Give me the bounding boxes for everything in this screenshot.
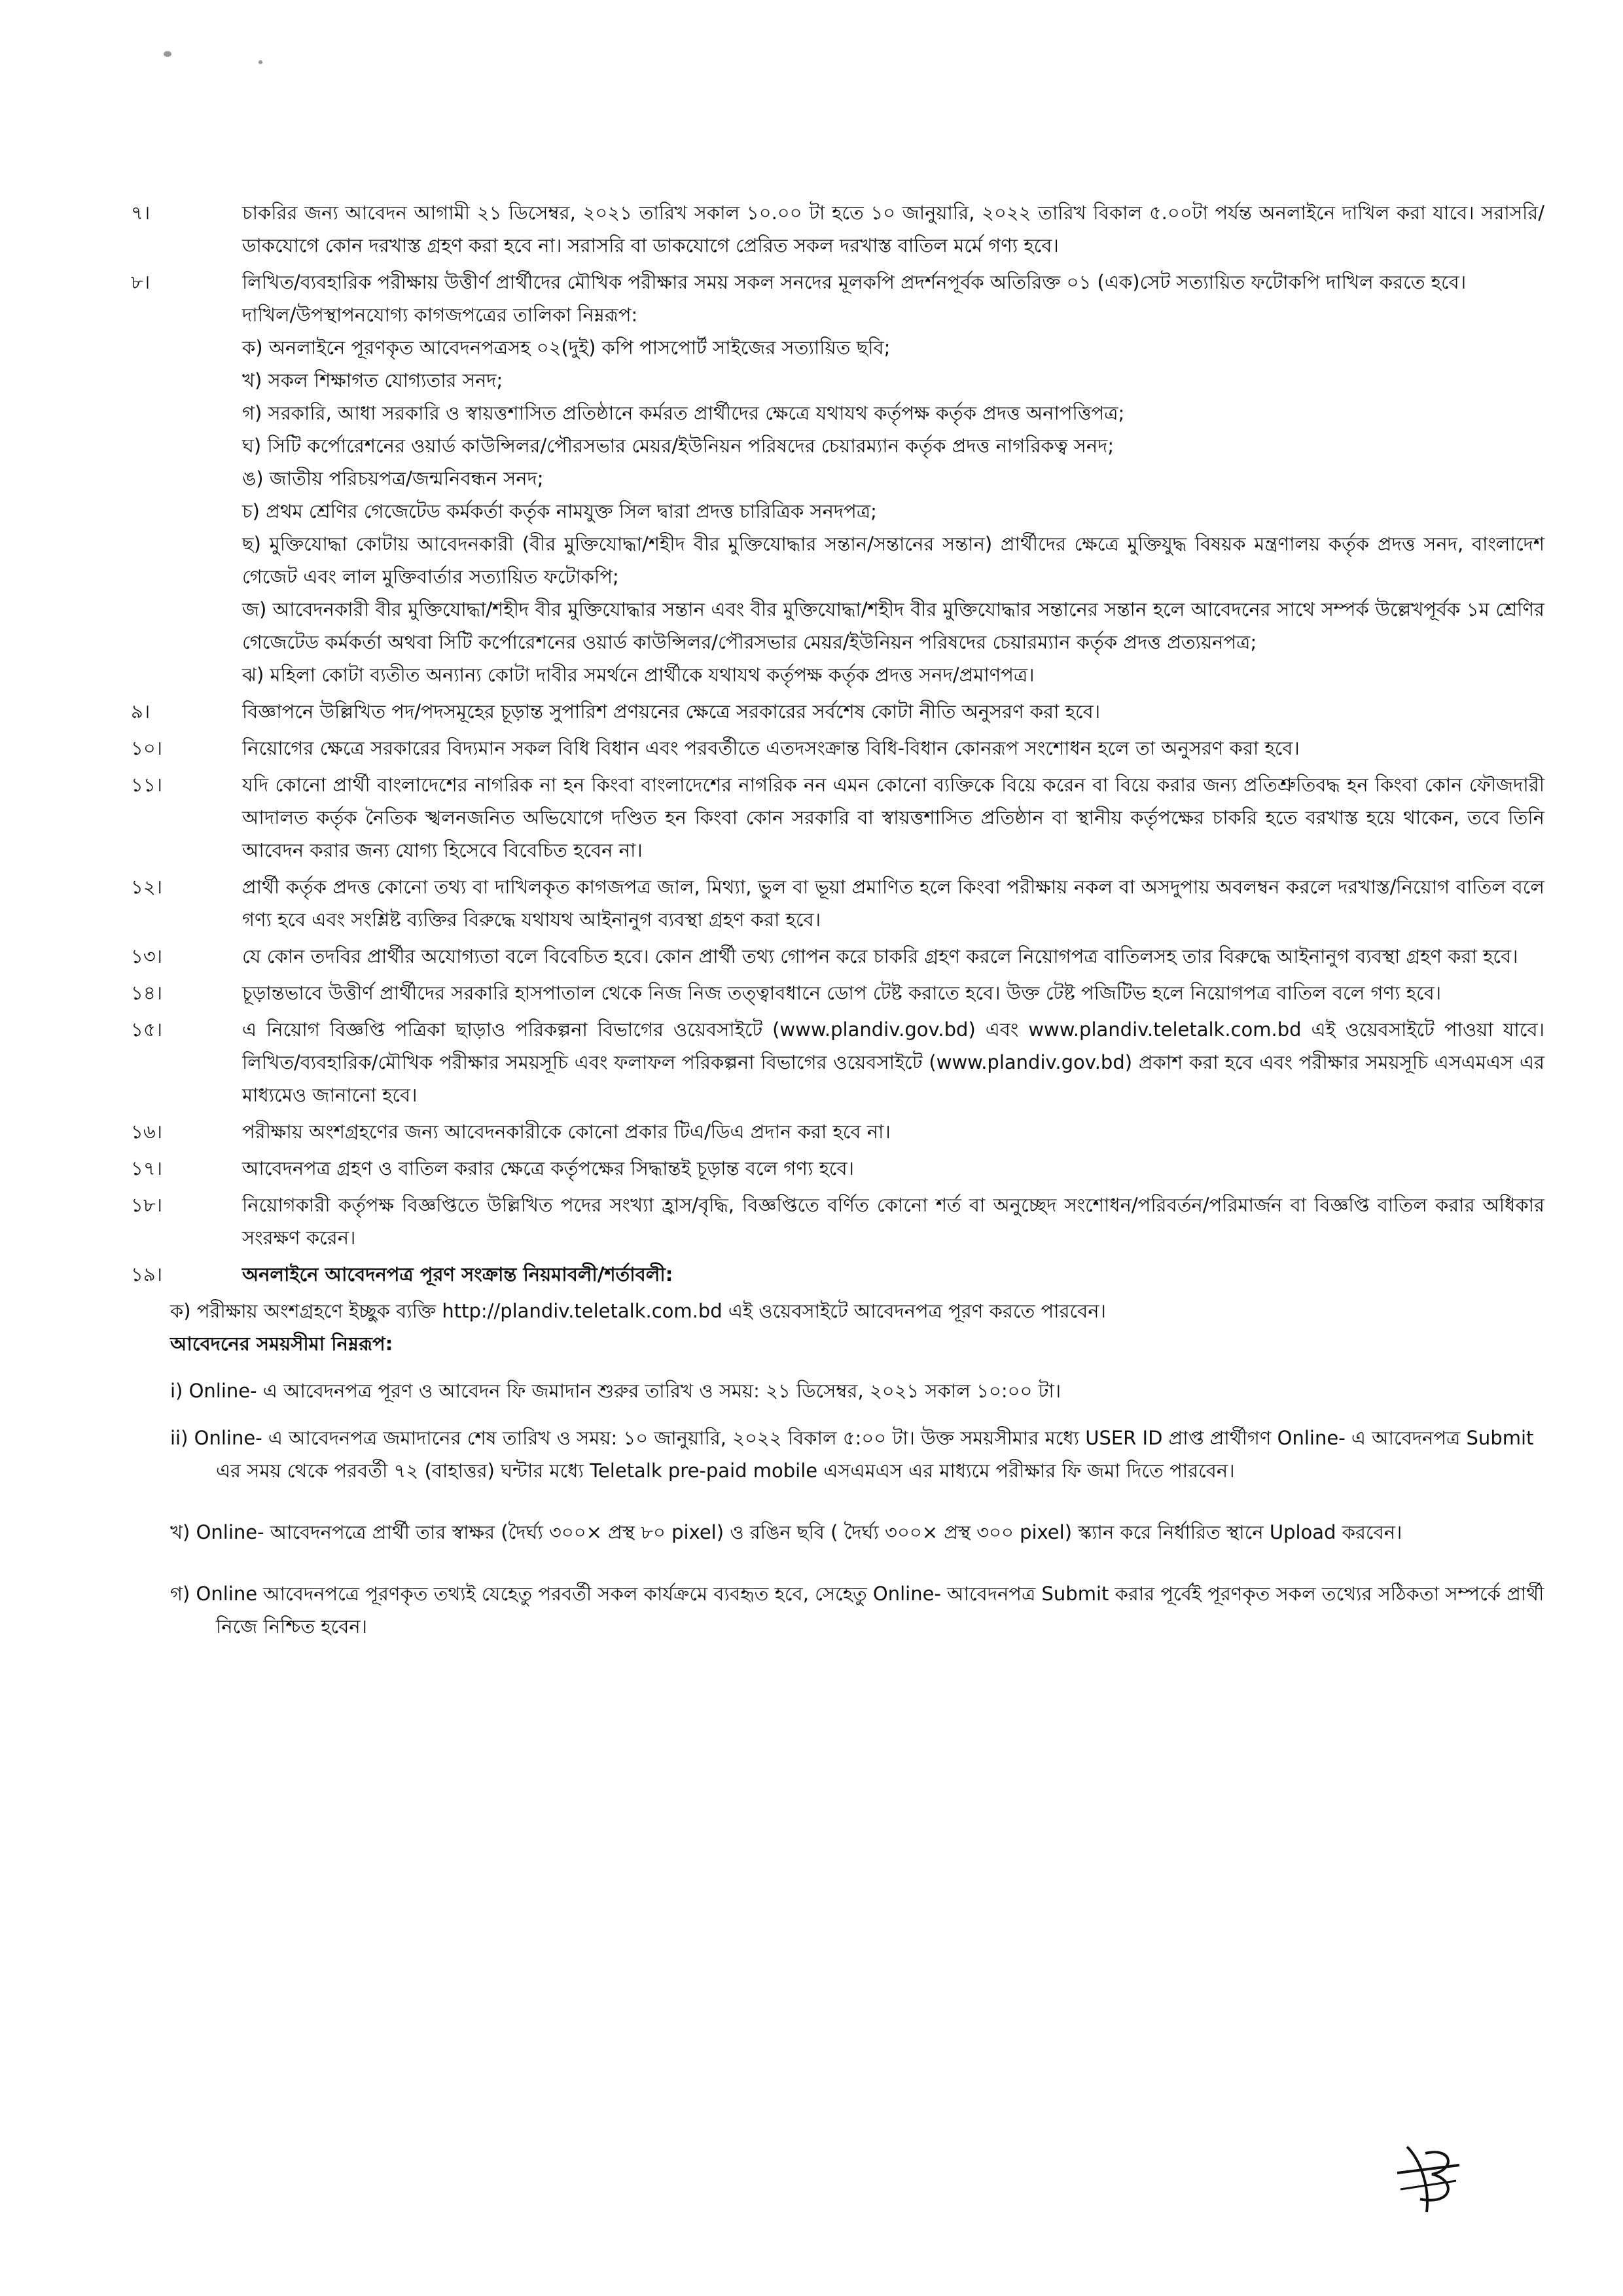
document-list-item: ক) অনলাইনে পূরণকৃত আবেদনপত্রসহ ০২(দুই) কপি পাসপোর্ট সাইজের সত্যায়িত ছবি; — [242, 336, 891, 359]
clause-text: আবেদনপত্র গ্রহণ ও বাতিল করার ক্ষেত্রে কর্তৃপক্ষের সিদ্ধান্তই চূড়ান্ত বলে গণ্য হবে। — [242, 1157, 854, 1179]
document-list-intro: দাখিল/উপস্থাপনযোগ্য কাগজপত্রের তালিকা নিম্নরূপ: — [242, 304, 638, 326]
document-list-item: ছ) মুক্তিযোদ্ধা কোটায় আবেদনকারী (বীর মুক্তিযোদ্ধা/শহীদ বীর মুক্তিযোদ্ধার সন্তান/সন্তানের সন্তান) প্রার্থীদের ক্ষেত্রে মুক্তিযুদ্ধ বিষয়ক মন্ত্রণালয় কর্তৃক প্রদত্ত সনদ, বাংলাদেশ গেজেট এবং লাল মুক্তিবার্তার সত্যায়িত ফটোকপি; — [242, 533, 1544, 588]
signature-mark — [1394, 2134, 1466, 2219]
clause-number: ১৫। — [131, 1018, 163, 1041]
document-list-item: ঝ) মহিলা কোটা ব্যতীত অন্যান্য কোটা দাবীর সমর্থনে প্রার্থীকে যথাযথ কর্তৃপক্ষ কর্তৃক প্রদত্ত সনদ/প্রমাণপত্র। — [242, 664, 1035, 686]
clause-number: ১৭। — [131, 1157, 163, 1179]
document-list-item: গ) সরকারি, আধা সরকারি ও স্বায়ত্তশাসিত প্রতিষ্ঠানে কর্মরত প্রার্থীদের ক্ষেত্রে যথাযথ কর্তৃপক্ষ কর্তৃক প্রদত্ত অনাপত্তিপত্র; — [242, 402, 1125, 424]
clause-text: চূড়ান্তভাবে উত্তীর্ণ প্রার্থীদের সরকারি হাসপাতাল থেকে নিজ নিজ তত্ত্বাবধানে ডোপ টেষ্ট করাতে হবে। উক্ত টেষ্ট পজিটিভ হলে নিয়োগপত্র বাতিল বলে গণ্য হবে। — [242, 982, 1442, 1004]
clause-9 — [124, 695, 1544, 728]
clause-number: ১৮। — [131, 1194, 163, 1216]
clause-11 — [124, 768, 1544, 867]
online-rule-kha: খ) Online- আবেদনপত্রে প্রার্থী তার স্বাক্ষর (দৈর্ঘ্য ৩০০× প্রস্থ ৮০ pixel) ও রঙিন ছবি ( দৈর্ঘ্য ৩০০× প্রস্থ ৩০০ pixel) স্ক্যান করে নির্ধারিত স্থানে Upload করবেন। — [170, 1521, 1402, 1543]
online-rule-ka: ক) পরীক্ষায় অংশগ্রহণে ইচ্ছুক ব্যক্তি http://plandiv.teletalk.com.bd এই ওয়েবসাইটে আবেদনপত্র পূরণ করতে পারবেন। — [170, 1300, 1106, 1322]
deadline-start: i) Online- এ আবেদনপত্র পূরণ ও আবেদন ফি জমাদান শুরুর তারিখ ও সময়: ২১ ডিসেম্বর, ২০২১ সকাল ১০:০০ টা। — [170, 1380, 1061, 1402]
clause-number: ৭। — [131, 202, 151, 224]
clause-text: চাকরির জন্য আবেদন আগামী ২১ ডিসেম্বর, ২০২১ তারিখ সকাল ১০.০০ টা হতে ১০ জানুয়ারি, ২০২২ তারিখ বিকাল ৫.০০টা পর্যন্ত অনলাইনে দাখিল করা যাবে। সরাসরি/ডাকযোগে কোন দরখাস্ত গ্রহণ করা হবে না। সরাসরি বা ডাকযোগে প্রেরিত সকল দরখাস্ত বাতিল মর্মে গণ্য হবে। — [242, 202, 1544, 257]
clause-13 — [124, 940, 1544, 973]
scan-speck — [259, 60, 262, 64]
clause-12 — [124, 870, 1544, 936]
document-list-item: চ) প্রথম শ্রেণির গেজেটেড কর্মকর্তা কর্তৃক নামযুক্ত সিল দ্বারা প্রদত্ত চারিত্রিক সনদপত্র; — [242, 500, 877, 522]
clause-7 — [124, 196, 1544, 262]
deadline-end: ii) Online- এ আবেদনপত্র জমাদানের শেষ তারিখ ও সময়: ১০ জানুয়ারি, ২০২২ বিকাল ৫:০০ টা। উক্ত সময়সীমার মধ্যে USER ID প্রাপ্ত প্রার্থীগণ Online- এ আবেদনপত্র Submit এর সময় থেকে পরবর্তী ৭২ (বাহাত্তর) ঘন্টার মধ্যে Teletalk pre-paid mobile এসএমএস এর মাধ্যমে পরীক্ষার ফি জমা দিতে পারবেন। — [170, 1427, 1534, 1482]
deadline-heading: আবেদনের সময়সীমা নিম্নরূপ: — [170, 1333, 393, 1355]
document-list-item: ঘ) সিটি কর্পোরেশনের ওয়ার্ড কাউন্সিলর/পৌরসভার মেয়র/ইউনিয়ন পরিষদের চেয়ারম্যান কর্তৃক প্রদত্ত নাগরিকত্ব সনদ; — [242, 435, 1115, 457]
clause-text: যদি কোনো প্রার্থী বাংলাদেশের নাগরিক না হন কিংবা বাংলাদেশের নাগরিক নন এমন কোনো ব্যক্তিকে বিয়ে করেন বা বিয়ে করার জন্য প্রতিশ্রুতিবদ্ধ হন কিংবা কোন ফৌজদারী আদালত কর্তৃক নৈতিক স্খলনজনিত অভিযোগে দণ্ডিত হন কিংবা কোন সরকারি বা স্বায়ত্তশাসিত প্রতিষ্ঠান বা স্থানীয় কর্তৃপক্ষের চাকরি হতে বরখাস্ত হয়ে থাকেন, তবে তিনি আবেদন করার জন্য যোগ্য হিসেবে বিবেচিত হবেন না। — [242, 774, 1544, 861]
scan-speck — [164, 51, 171, 57]
document-list-item: খ) সকল শিক্ষাগত যোগ্যতার সনদ; — [242, 369, 503, 391]
clause-number: ৯। — [131, 700, 151, 723]
clause-17 — [124, 1152, 1544, 1185]
clause-text: পরীক্ষায় অংশগ্রহণের জন্য আবেদনকারীকে কোনো প্রকার টিএ/ডিএ প্রদান করা হবে না। — [242, 1121, 891, 1143]
clause-text: এ নিয়োগ বিজ্ঞপ্তি পত্রিকা ছাড়াও পরিকল্পনা বিভাগের ওয়েবসাইটে (www.plandiv.gov.bd) এবং www.plandiv.teletalk.com.bd এই ওয়েবসাইটে পাওয়া যাবে। লিখিত/ব্যবহারিক/মৌখিক পরীক্ষার সময়সূচি এবং ফলাফল পরিকল্পনা বিভাগের ওয়েবসাইটে (www.plandiv.gov.bd) প্রকাশ করা হবে এবং পরীক্ষার সময়সূচি এসএমএস এর মাধ্যমেও জানানো হবে। — [242, 1018, 1544, 1106]
clause-text: বিজ্ঞাপনে উল্লিখিত পদ/পদসমূহের চূড়ান্ত সুপারিশ প্রণয়নের ক্ষেত্রে সরকারের সর্বশেষ কোটা নীতি অনুসরণ করা হবে। — [242, 700, 1101, 723]
clause-number: ১৪। — [131, 982, 163, 1004]
clause-text: নিয়োগকারী কর্তৃপক্ষ বিজ্ঞপ্তিতে উল্লিখিত পদের সংখ্যা হ্রাস/বৃদ্ধি, বিজ্ঞপ্তিতে বর্ণিত কোনো শর্ত বা অনুচ্ছেদ সংশোধন/পরিবর্তন/পরিমার্জন বা বিজ্ঞপ্তি বাতিল করার অধিকার সংরক্ষণ করেন। — [242, 1194, 1544, 1249]
clause-18 — [124, 1189, 1544, 1254]
document-list-item: ঙ) জাতীয় পরিচয়পত্র/জন্মনিবন্ধন সনদ; — [242, 467, 544, 490]
clause-number: ১০। — [131, 737, 163, 759]
clause-number: ১৩। — [131, 945, 163, 967]
clause-number: ৮। — [131, 271, 151, 293]
online-rules — [170, 1295, 1544, 1643]
clause-15 — [124, 1013, 1544, 1111]
clause-number: ১৬। — [131, 1121, 163, 1143]
clause-number: ১১। — [131, 774, 163, 796]
clause-text: লিখিত/ব্যবহারিক পরীক্ষায় উত্তীর্ণ প্রার্থীদের মৌখিক পরীক্ষার সময় সকল সনদের মূলকপি প্রদর্শনপূর্বক অতিরিক্ত ০১ (এক)সেট সত্যায়িত ফটোকপি দাখিল করতে হবে। — [242, 271, 1467, 293]
clause-text: যে কোন তদবির প্রার্থীর অযোগ্যতা বলে বিবেচিত হবে। কোন প্রার্থী তথ্য গোপন করে চাকরি গ্রহণ করলে নিয়োগপত্র বাতিলসহ তার বিরুদ্ধে আইনানুগ ব্যবস্থা গ্রহণ করা হবে। — [242, 945, 1518, 967]
clause-16 — [124, 1115, 1544, 1148]
clause-8 — [124, 266, 1544, 691]
clause-number: ১৯। — [131, 1263, 163, 1285]
clause-text: নিয়োগের ক্ষেত্রে সরকারের বিদ্যমান সকল বিধি বিধান এবং পরবর্তীতে এতদসংক্রান্ত বিধি-বিধান কোনরূপ সংশোধন হলে তা অনুসরণ করা হবে। — [242, 737, 1300, 759]
online-rule-ga: গ) Online আবেদনপত্রে পূরণকৃত তথ্যই যেহেতু পরবর্তী সকল কার্যক্রমে ব্যবহৃত হবে, সেহেতু Online- আবেদনপত্র Submit করার পূর্বেই পূরণকৃত সকল তথ্যের সঠিকতা সম্পর্কে প্রার্থী নিজে নিশ্চিত হবেন। — [170, 1583, 1544, 1638]
notice-body — [124, 196, 1544, 1643]
clause-10 — [124, 732, 1544, 764]
clause-14 — [124, 977, 1544, 1009]
clause-text: প্রার্থী কর্তৃক প্রদত্ত কোনো তথ্য বা দাখিলকৃত কাগজপত্র জাল, মিথ্যা, ভুল বা ভূয়া প্রমাণিত হলে কিংবা পরীক্ষায় নকল বা অসদুপায় অবলম্বন করলে দরখাস্ত/নিয়োগ বাতিল বলে গণ্য হবে এবং সংশ্লিষ্ট ব্যক্তির বিরুদ্ধে যথাযথ আইনানুগ ব্যবস্থা গ্রহণ করা হবে। — [242, 876, 1544, 931]
document-list-item: জ) আবেদনকারী বীর মুক্তিযোদ্ধা/শহীদ বীর মুক্তিযোদ্ধার সন্তান এবং বীর মুক্তিযোদ্ধা/শহীদ বীর মুক্তিযোদ্ধার সন্তানের সন্তান হলে আবেদনের সাথে সম্পর্ক উল্লেখপূর্বক ১ম শ্রেণির গেজেটেড কর্মকর্তা অথবা সিটি কর্পোরেশনের ওয়ার্ড কাউন্সিলর/পৌরসভার মেয়র/ইউনিয়ন পরিষদের চেয়ারম্যান কর্তৃক প্রদত্ত প্রত্যয়নপত্র; — [242, 598, 1544, 653]
clause-number: ১২। — [131, 876, 163, 898]
clause-19 — [124, 1258, 1544, 1291]
online-rules-heading: অনলাইনে আবেদনপত্র পূরণ সংক্রান্ত নিয়মাবলী/শর্তাবলী: — [242, 1263, 673, 1285]
